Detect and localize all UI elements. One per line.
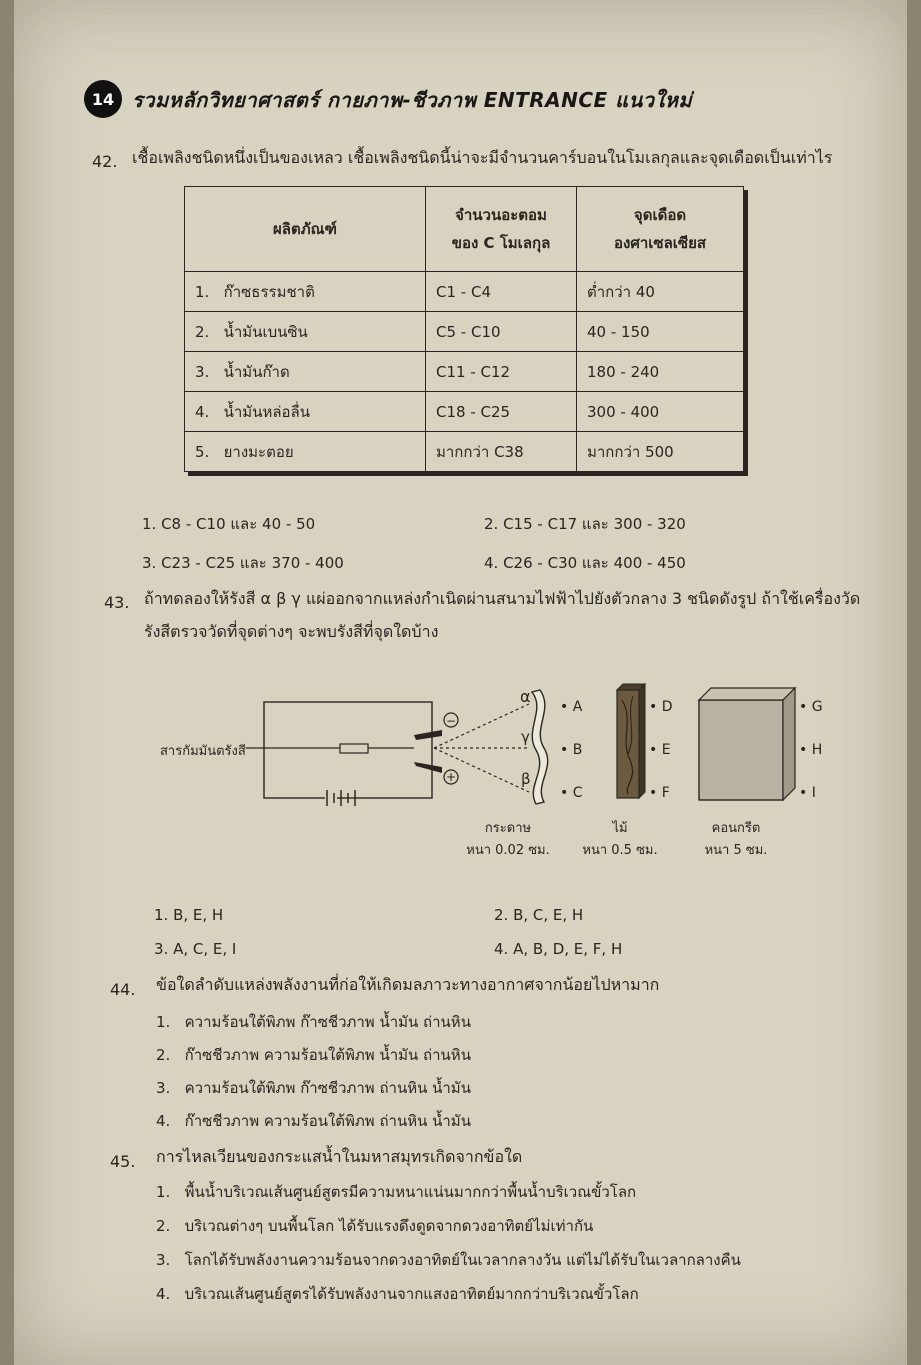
choice-number: 4. [156, 1285, 171, 1303]
point-i-label: I [811, 785, 816, 801]
paper-caption-line2: หนา 0.02 ซม. [466, 843, 550, 858]
point-h-label: H [811, 742, 823, 758]
row-carbon: C5 - C10 [426, 312, 577, 352]
header-product: ผลิตภัณฑ์ [185, 187, 426, 272]
table-row [185, 312, 744, 352]
table-row [185, 432, 744, 472]
choice-text: ความร้อนใต้พิภพ ก๊าซชีวภาพ ถ่านหิน น้ำมัน [184, 1079, 471, 1097]
row-product: ก๊าซธรรมชาติ [223, 282, 315, 301]
alpha-label: α [520, 687, 531, 706]
choice-number: 2. [156, 1046, 171, 1064]
radiation-source-block [340, 744, 368, 753]
q43-number: 43. [104, 593, 130, 612]
q45-choice-1 [156, 1180, 636, 1204]
svg-text:• H: • H [799, 742, 823, 758]
q44-choice-4 [156, 1109, 471, 1133]
point-f-label: F [661, 785, 670, 801]
q44-choice-2 [156, 1043, 471, 1067]
negative-plate [414, 730, 442, 740]
choice-number: 1. [156, 1013, 171, 1031]
q45-number: 45. [110, 1152, 136, 1171]
row-num: 2. [195, 322, 210, 341]
q44-choice-1 [156, 1010, 471, 1034]
choice-text: ก๊าซชีวภาพ ความร้อนใต้พิภพ น้ำมัน ถ่านหิน [184, 1046, 471, 1064]
header-bp-line2: องศาเซลเซียส [613, 234, 707, 252]
svg-text:• A: • A [560, 699, 583, 715]
header-carbon-line2: ของ C โมเลกุล [451, 234, 551, 252]
q43-text-line2: รังสีตรวจวัดที่จุดต่างๆ จะพบรังสีที่จุดใดบ้าง [144, 622, 439, 641]
choice-text: ก๊าซชีวภาพ ความร้อนใต้พิภพ ถ่านหิน น้ำมัน [184, 1112, 471, 1130]
point-a-label: A [572, 699, 583, 715]
choice-text: ความร้อนใต้พิภพ ก๊าซชีวภาพ น้ำมัน ถ่านหิน [184, 1013, 471, 1031]
wood-block [617, 690, 639, 798]
point-g-label: G [811, 699, 823, 715]
header-bp-line1: จุดเดือด [633, 206, 687, 224]
svg-text:• D: • D [649, 699, 673, 715]
row-bp: มากกว่า 500 [577, 432, 744, 472]
table-row [185, 352, 744, 392]
q44-choice-3 [156, 1076, 471, 1100]
row-carbon: C1 - C4 [426, 272, 577, 312]
choice-number: 3. [156, 1251, 171, 1269]
choice-number: 4. [156, 1112, 171, 1130]
radioactive-source-label: สารกัมมันตรังสี [160, 740, 246, 761]
row-num: 4. [195, 402, 210, 421]
header-carbon-line1: จำนวนอะตอม [455, 206, 547, 224]
q43-text-line1: ถ้าทดลองให้รังสี α β γ แผ่ออกจากแหล่งกำเนิดผ่านสนามไฟฟ้าไปยังตัวกลาง 3 ชนิดดังรูป ถ้าใช้เครื่องวัด [144, 589, 861, 608]
table-row [185, 272, 744, 312]
point-d-label: D [661, 699, 673, 715]
q42-number: 42. [92, 152, 118, 171]
q42-choice-3: 3. C23 - C25 และ 370 - 400 [142, 554, 344, 572]
choice-text: พื้นน้ำบริเวณเส้นศูนย์สูตรมีความหนาแน่นมากกว่าพื้นน้ำบริเวณขั้วโลก [184, 1183, 637, 1201]
wood-caption-line2: หนา 0.5 ซม. [582, 843, 658, 858]
row-bp: 300 - 400 [577, 392, 744, 432]
concrete-caption-line2: หนา 5 ซม. [704, 843, 768, 858]
point-b-label: B [572, 742, 583, 758]
choice-text: โลกได้รับพลังงานความร้อนจากดวงอาทิตย์ในเวลากลางวัน แต่ไม่ได้รับในเวลากลางคืน [184, 1251, 741, 1269]
row-product: น้ำมันก๊าด [223, 362, 290, 381]
concrete-caption [686, 818, 786, 862]
choice-number: 1. [156, 1183, 171, 1201]
q42-choice-1: 1. C8 - C10 และ 40 - 50 [142, 515, 316, 533]
minus-sign-text: − [445, 714, 457, 728]
q44-number: 44. [110, 980, 136, 999]
book-title: รวมหลักวิทยาศาสตร์ กายภาพ-ชีวภาพ ENTRANCE แนวใหม่ [132, 88, 693, 112]
row-product: ยางมะตอย [223, 442, 294, 461]
q42-choice-4: 4. C26 - C30 และ 400 - 450 [484, 554, 686, 572]
q43-choice-4: 4. A, B, D, E, F, H [494, 940, 623, 958]
row-num: 5. [195, 442, 210, 461]
row-carbon: C18 - C25 [426, 392, 577, 432]
row-bp: ต่ำกว่า 40 [577, 272, 744, 312]
choice-number: 2. [156, 1217, 171, 1235]
textbook-page [14, 0, 907, 1365]
paper-caption [458, 818, 558, 862]
row-carbon: มากกว่า C38 [426, 432, 577, 472]
table-row [185, 392, 744, 432]
header-carbon [426, 187, 577, 272]
paper-caption-line1: กระดาษ [484, 821, 532, 836]
choice-text: บริเวณต่างๆ บนพื้นโลก ได้รับแรงดึงดูดจากดวงอาทิตย์ไม่เท่ากัน [184, 1217, 594, 1235]
row-num: 3. [195, 362, 210, 381]
svg-text:• G: • G [799, 699, 823, 715]
wood-caption-line1: ไม้ [612, 821, 628, 836]
choice-text: บริเวณเส้นศูนย์สูตรได้รับพลังงานจากแสงอาทิตย์มากกว่าบริเวณขั้วโลก [184, 1285, 639, 1303]
product-table [184, 186, 744, 472]
q43-choice-1: 1. B, E, H [154, 906, 224, 924]
point-e-label: E [661, 742, 671, 758]
row-carbon: C11 - C12 [426, 352, 577, 392]
row-num: 1. [195, 282, 210, 301]
svg-text:• C: • C [560, 785, 583, 801]
q45-text: การไหลเวียนของกระแสน้ำในมหาสมุทรเกิดจากข้อใด [156, 1147, 523, 1166]
choice-number: 3. [156, 1079, 171, 1097]
concrete-block [699, 700, 783, 800]
svg-text:• E: • E [649, 742, 671, 758]
q42-text: เชื้อเพลิงชนิดหนึ่งเป็นของเหลว เชื้อเพลิงชนิดนี้น่าจะมีจำนวนคาร์บอนในโมเลกุลและจุดเดือดเป็นเท่าไร [132, 148, 833, 167]
paper-sheet [532, 690, 548, 804]
wood-caption [570, 818, 670, 862]
q45-choice-3 [156, 1248, 741, 1272]
q43-choice-3: 3. A, C, E, I [154, 940, 237, 958]
concrete-caption-line1: คอนกรีต [711, 821, 761, 836]
gamma-label: γ [521, 728, 530, 746]
svg-text:• F: • F [649, 785, 670, 801]
point-c-label: C [572, 785, 583, 801]
positive-plate [414, 762, 442, 773]
plus-sign-text: + [445, 770, 457, 784]
row-bp: 180 - 240 [577, 352, 744, 392]
q43-choice-2: 2. B, C, E, H [494, 906, 584, 924]
q44-text: ข้อใดลำดับแหล่งพลังงานที่ก่อให้เกิดมลภาวะทางอากาศจากน้อยไปหามาก [156, 975, 660, 994]
q45-choice-2 [156, 1214, 593, 1238]
page-number-badge: 14 [84, 80, 122, 118]
row-product: น้ำมันหล่อลื่น [223, 402, 310, 421]
row-product: น้ำมันเบนซิน [223, 322, 308, 341]
header-bp [577, 187, 744, 272]
beta-label: β [521, 770, 531, 788]
svg-text:• I: • I [799, 785, 816, 801]
q45-choice-4 [156, 1282, 639, 1306]
row-bp: 40 - 150 [577, 312, 744, 352]
svg-text:• B: • B [560, 742, 583, 758]
q42-choice-2: 2. C15 - C17 และ 300 - 320 [484, 515, 686, 533]
